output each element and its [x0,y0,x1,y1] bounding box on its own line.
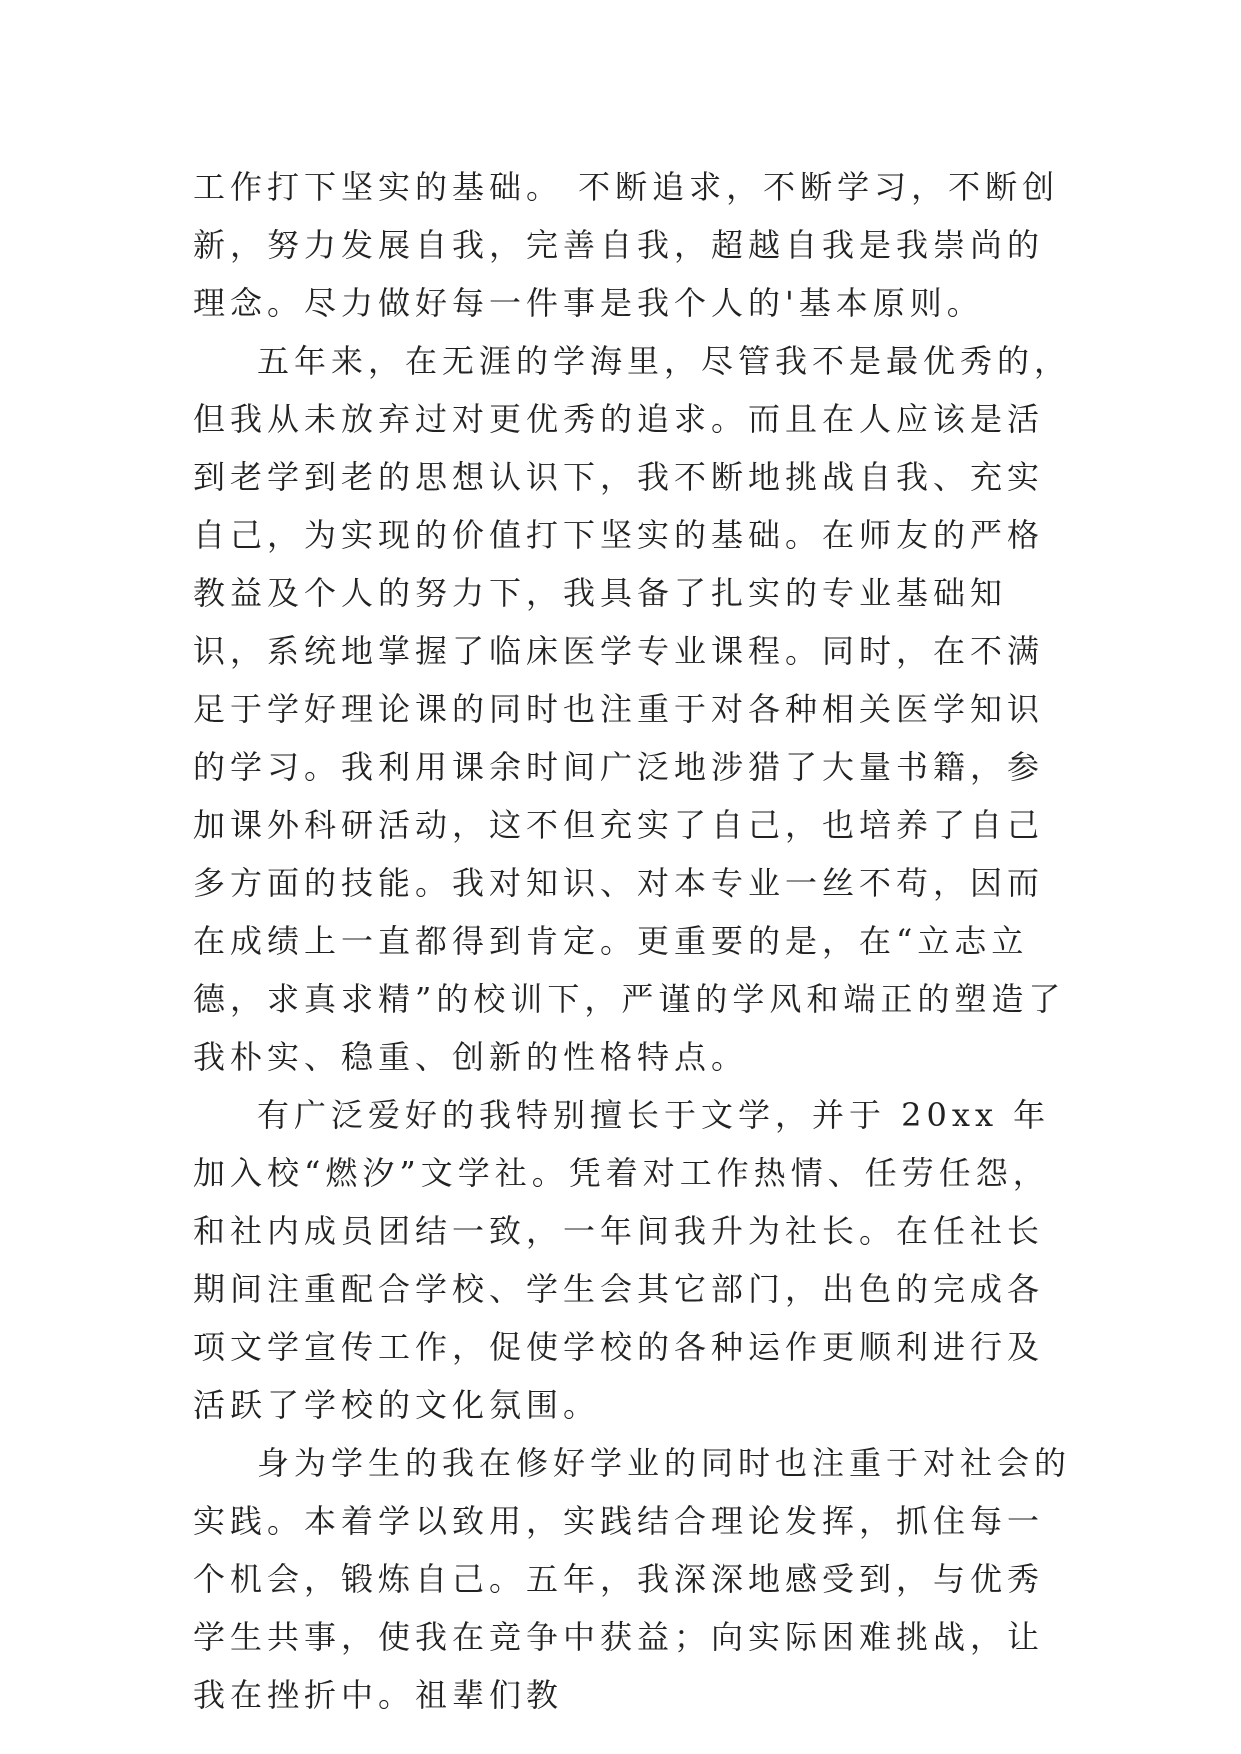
paragraph-social-practice: 身为学生的我在修好学业的同时也注重于对社会的实践。本着学以致用，实践结合理论发挥，抓住每一个机会，锻炼自己。五年，我深深地感受到，与优秀学生共事，使我在竞争中获益；向实际困难挑战，让我在挫折中。祖辈们教 [193,1444,1072,1714]
paragraph-continuation: 工作打下坚实的基础。 不断追求，不断学习，不断创新，努力发展自我，完善自我，超越自我是我崇尚的理念。尽力做好每一件事是我个人的'基本原则。 [193,168,1060,322]
document-body [193,158,1073,1724]
paragraph-study: 五年来，在无涯的学海里，尽管我不是最优秀的，但我从未放弃过对更优秀的追求。而且在人应该是活到老学到老的思想认识下，我不断地挑战自我、充实自己，为实现的价值打下坚实的基础。在师友的严格教益及个人的努力下，我具备了扎实的专业基础知识，系统地掌握了临床医学专业课程。同时，在不满足于学好理论课的同时也注重于对各种相关医学知识的学习。我利用课余时间广泛地涉猎了大量书籍，参加课外科研活动，这不但充实了自己，也培养了自己多方面的技能。我对知识、对本专业一丝不苟，因而在成绩上一直都得到肯定。更重要的是，在“立志立德，求真求精”的校训下，严谨的学风和端正的塑造了我朴实、稳重、创新的性格特点。 [193,342,1072,1076]
paragraph-literature-club: 有广泛爱好的我特别擅长于文学，并于 20xx 年加入校“燃汐”文学社。凭着对工作热情、任劳任怨，和社内成员团结一致，一年间我升为社长。在任社长期间注重配合学校、学生会其它部门，出色的完成各项文学宣传工作，促使学校的各种运作更顺利进行及活跃了学校的文化氛围。 [193,1096,1051,1424]
